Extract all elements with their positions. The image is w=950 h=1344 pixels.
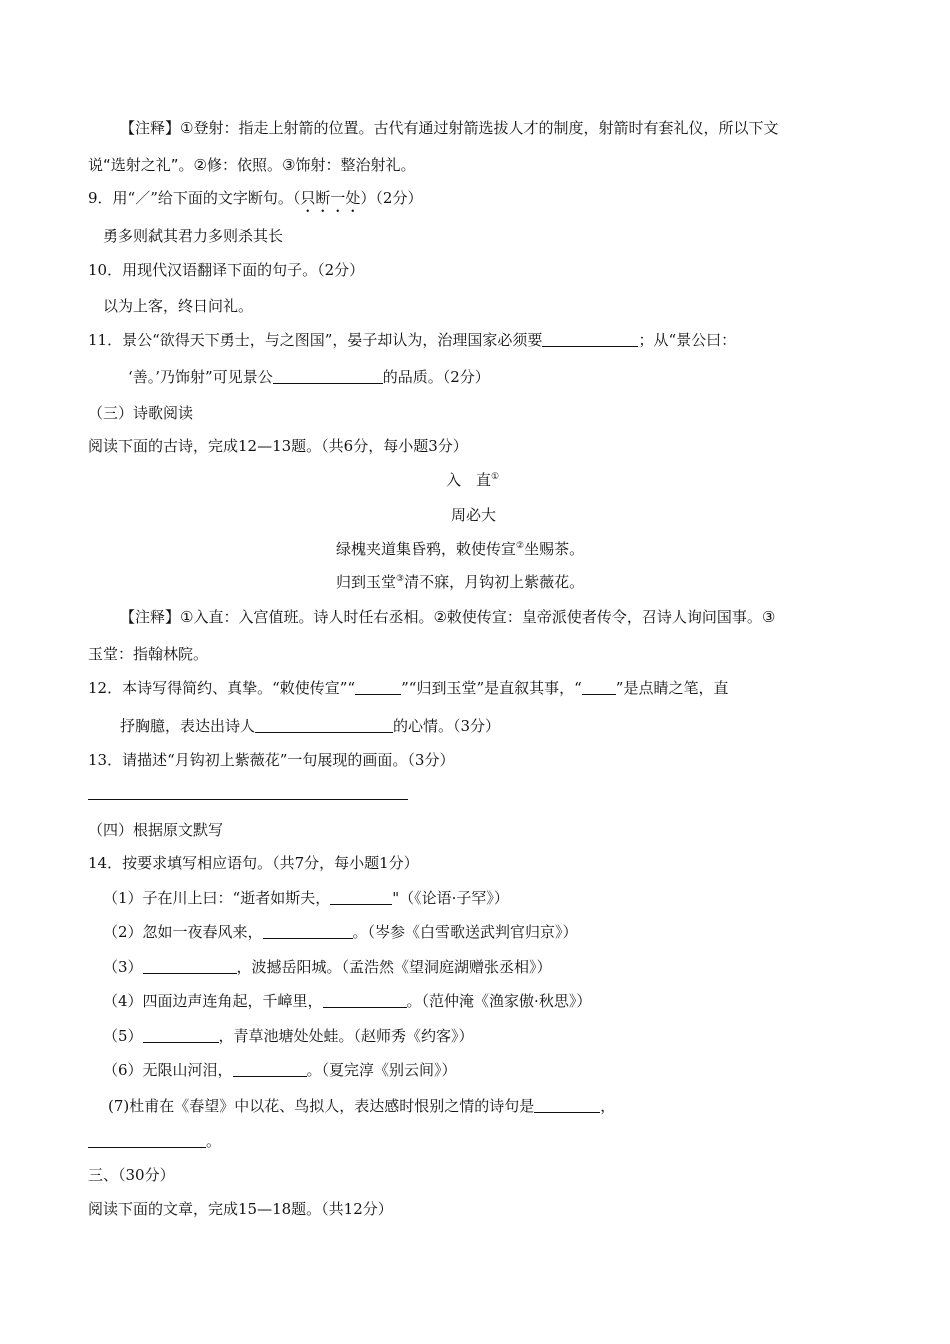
question-13: 13．请描述“月钩初上紫薇花”一句展现的画面。（3分） xyxy=(88,751,455,769)
poem-line-1-note: ② xyxy=(516,541,525,551)
question-10-text: 以为上客，终日问礼。 xyxy=(103,297,254,315)
poem-annotation-line-2: 玉堂：指翰林院。 xyxy=(88,645,209,663)
item-text: ，波撼岳阳城。（孟浩然《望洞庭湖赠张丞相》） xyxy=(236,958,552,976)
question-14-item-1 xyxy=(103,888,509,908)
poem-line-2b: 清不寐，月钩初上紫薇花。 xyxy=(404,573,585,591)
poem-line-2-note: ③ xyxy=(396,574,405,584)
poem-title-note: ① xyxy=(491,472,500,482)
question-14-item-7 xyxy=(108,1096,615,1116)
item-text: （1）子在川上曰：“逝者如斯夫， xyxy=(103,889,331,907)
answer-blank[interactable] xyxy=(355,679,401,695)
answer-blank[interactable] xyxy=(143,958,237,974)
answer-blank[interactable] xyxy=(330,889,392,905)
poem-line-1a: 绿槐夹道集昏鸦，敕使传宣 xyxy=(336,540,517,558)
question-11-line-1 xyxy=(88,330,736,350)
poem-line-2 xyxy=(336,572,584,592)
poem-author: 周必大 xyxy=(451,506,497,524)
answer-blank[interactable] xyxy=(233,1061,307,1077)
part-3-instruction: 阅读下面的文章，完成15—18题。（共12分） xyxy=(88,1200,393,1218)
section-3-title: （三）诗歌阅读 xyxy=(88,404,194,422)
question-10: 10．用现代汉语翻译下面的句子。（2分） xyxy=(88,261,365,279)
question-14-item-7-continued xyxy=(88,1131,221,1151)
item-text: （5） xyxy=(103,1027,143,1045)
answer-blank[interactable] xyxy=(534,1097,600,1113)
item-text: (7)杜甫在《春望》中以花、鸟拟人，表达感时恨别之情的诗句是 xyxy=(108,1097,535,1115)
question-12-part2: ”“归到玉堂”是直叙其事，“ xyxy=(401,679,582,697)
item-text: 。 xyxy=(206,1132,222,1150)
item-text: （4）四面边声连角起，千嶂里， xyxy=(103,992,323,1010)
poem-title-text: 入 直 xyxy=(446,471,492,489)
answer-blank[interactable] xyxy=(255,717,393,733)
question-14: 14．按要求填写相应语句。（共7分，每小题1分） xyxy=(88,854,419,872)
item-text: （2）忽如一夜春风来， xyxy=(103,923,263,941)
question-11-line-2 xyxy=(128,367,490,387)
answer-blank[interactable] xyxy=(88,1132,206,1148)
question-12-part5: 的心情。（3分） xyxy=(393,717,501,735)
item-text: 。（岑参《白雪歌送武判官归京》） xyxy=(352,923,578,941)
question-9-emphasis: 只断一处 xyxy=(300,189,361,207)
item-text: "（《论语·子罕》） xyxy=(392,889,509,907)
section-4-title: （四）根据原文默写 xyxy=(88,821,224,839)
question-9-text: 勇多则弑其君力多则杀其长 xyxy=(103,227,284,245)
annotation-line-1: 【注释】①登射：指走上射箭的位置。古代有通过射箭选拔人才的制度，射箭时有套礼仪，所以下文 xyxy=(120,119,779,137)
poem-line-1b: 坐赐茶。 xyxy=(524,540,585,558)
answer-blank[interactable] xyxy=(143,1027,219,1043)
question-14-item-6 xyxy=(103,1060,457,1080)
question-12-part4: 抒胸臆，表达出诗人 xyxy=(120,717,256,735)
answer-blank[interactable] xyxy=(582,679,616,695)
poem-line-2a: 归到玉堂 xyxy=(336,573,397,591)
question-11-part4: 的品质。（2分） xyxy=(382,368,490,386)
item-text: （6）无限山河泪， xyxy=(103,1061,233,1079)
answer-line[interactable] xyxy=(88,799,408,800)
poem-annotation-line-1: 【注释】①入直：入宫值班。诗人时任右丞相。②敕使传宣：皇帝派使者传令，召诗人询问国事。③ xyxy=(120,608,776,626)
item-text: 。（夏完淳《别云间》） xyxy=(306,1061,457,1079)
question-14-item-2 xyxy=(103,922,578,942)
question-9 xyxy=(88,188,422,216)
annotation-line-2: 说“选射之礼”。②修：依照。③饰射：整治射礼。 xyxy=(88,156,416,174)
poem-title xyxy=(446,470,499,490)
question-11-part3: ‘善。’乃饰射”可见景公 xyxy=(128,368,273,386)
answer-blank[interactable] xyxy=(263,923,353,939)
section-3-instruction: 阅读下面的古诗，完成12—13题。（共6分，每小题3分） xyxy=(88,437,468,455)
item-text: ，青草池塘处处蛙。（赵师秀《约客》） xyxy=(218,1027,474,1045)
question-12-part1: 12．本诗写得简约、真挚。“敕使传宣”“ xyxy=(88,679,356,697)
question-12-line-2 xyxy=(120,716,500,736)
question-11-part1: 11．景公“欲得天下勇士，与之图国”，晏子却认为，治理国家必须要 xyxy=(88,331,543,349)
item-text: （3） xyxy=(103,958,143,976)
poem-line-1 xyxy=(336,539,584,559)
question-14-item-4 xyxy=(103,991,591,1011)
answer-blank[interactable] xyxy=(323,992,407,1008)
question-9-prefix: 9．用“／”给下面的文字断句。（ xyxy=(88,189,301,207)
item-text: ， xyxy=(600,1097,616,1115)
question-14-item-3 xyxy=(103,957,552,977)
part-3-title: 三、（30分） xyxy=(88,1166,175,1184)
item-text: 。（范仲淹《渔家傲·秋思》） xyxy=(406,992,592,1010)
answer-blank[interactable] xyxy=(542,331,638,347)
question-12-line-1 xyxy=(88,678,728,698)
question-11-part2: ；从“景公曰： xyxy=(638,331,737,349)
question-14-item-5 xyxy=(103,1026,474,1046)
question-12-part3: ”是点睛之笔，直 xyxy=(615,679,729,697)
question-9-suffix: ）（2分） xyxy=(360,189,423,207)
answer-blank[interactable] xyxy=(273,368,383,384)
